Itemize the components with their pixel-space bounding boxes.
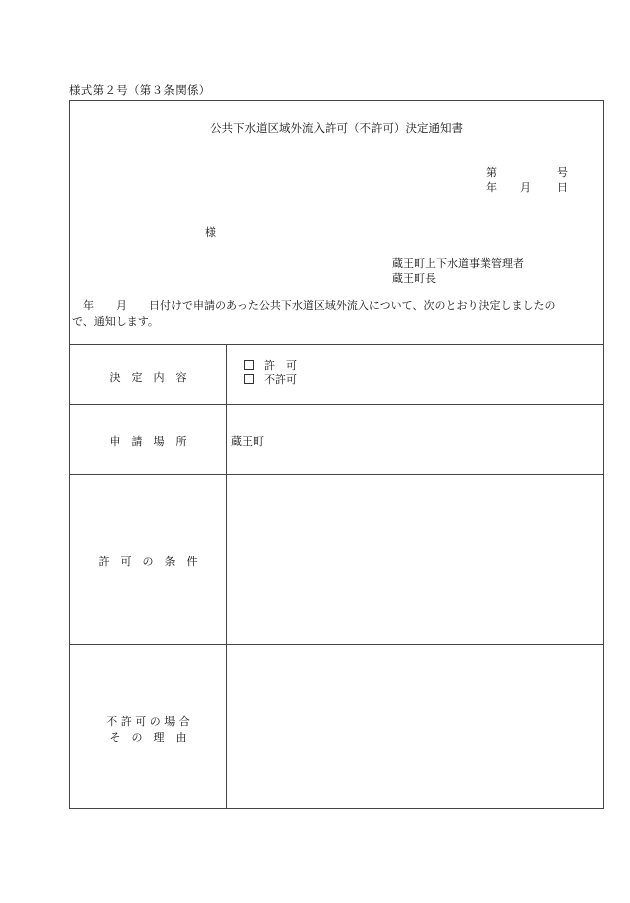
- conditions-value: [244, 481, 604, 631]
- location-value: 蔵王町: [231, 435, 264, 448]
- document-number-prefix: 第: [486, 166, 497, 179]
- reason-label-line-2: そ の 理 由: [109, 731, 187, 744]
- decision-label: 決 定 内 容: [109, 371, 187, 384]
- decision-options: [244, 359, 297, 387]
- date-month: 月: [520, 181, 531, 194]
- document-number-suffix: 号: [557, 166, 568, 179]
- table-column-divider: [226, 344, 227, 808]
- addressee: 様: [205, 226, 216, 239]
- approve-label: 許 可: [264, 359, 297, 372]
- table-top-rule: [70, 344, 603, 345]
- date-year: 年: [486, 181, 497, 194]
- notice-body: [72, 298, 603, 329]
- notice-body-line-2: で、通知します。: [72, 314, 159, 328]
- table-rule: [70, 474, 603, 475]
- table-rule: [70, 404, 603, 405]
- reject-label: 不許可: [264, 373, 297, 386]
- notice-frame: [69, 100, 604, 809]
- option-reject[interactable]: [244, 373, 297, 387]
- location-label: 申 請 場 所: [109, 435, 187, 448]
- notice-body-line-1: 年 月 日付けで申請のあった公共下水道区域外流入について、次のとおり決定しましたの: [72, 299, 556, 312]
- form-number: 様式第２号（第３条関係）: [69, 83, 211, 97]
- issuer-name: 蔵王町長: [392, 272, 436, 285]
- option-approve[interactable]: [244, 359, 297, 373]
- approve-checkbox[interactable]: [244, 360, 254, 370]
- reason-value: [244, 651, 604, 801]
- issuer-title: 蔵王町上下水道事業管理者: [392, 257, 524, 270]
- conditions-label: 許 可 の 条 件: [98, 555, 198, 568]
- document-title: 公共下水道区域外流入許可（不許可）決定通知書: [210, 121, 463, 135]
- reason-label-line-1: 不 許 可 の 場 合: [106, 715, 190, 728]
- reject-checkbox[interactable]: [244, 374, 254, 384]
- table-rule: [70, 644, 603, 645]
- date-day: 日: [557, 181, 568, 194]
